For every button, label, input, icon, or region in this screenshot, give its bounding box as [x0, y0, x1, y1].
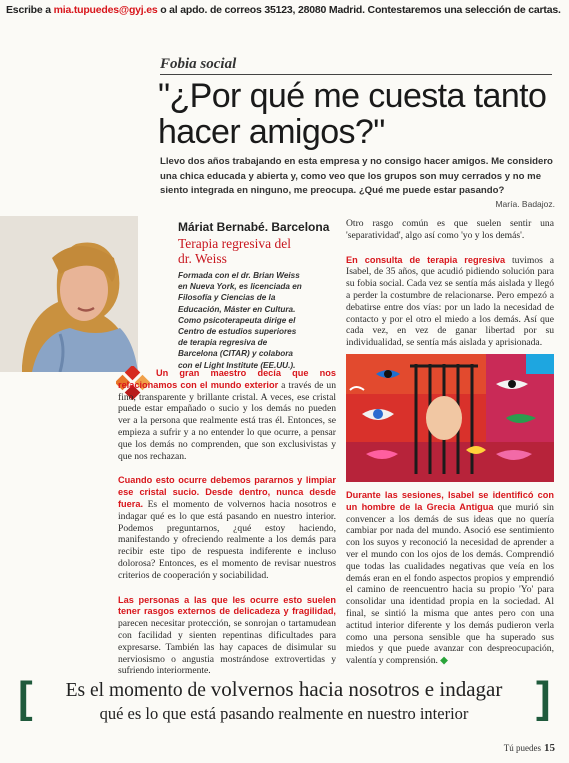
quote-close-bracket-icon: ]: [536, 673, 551, 722]
submission-info: [6, 4, 566, 16]
left-paragraph: [118, 475, 336, 581]
letter-signature: María. Badajoz.: [495, 199, 555, 209]
page-title: "¿Por qué me cuesta tanto hacer amigos?": [158, 77, 547, 151]
right-column-bottom: [346, 490, 554, 680]
author-name: Máriat Bernabé. Barcelona: [178, 220, 330, 234]
paragraph-text: a través de un fino, transparente y brillante cristal. A veces, ese cristal puede estar empañado o sucio y los demás no pueden ver a la persona que realmente está tras él. Entonces, se empieza a sufrir y a no entender lo que ocurre, a pensar que los demás no comprenden, que son exclusivistas y que nos rechazan.: [118, 379, 336, 462]
paragraph-lead: En consulta de terapia regresiva: [346, 254, 506, 265]
paragraph-text: parecen necesitar protección, se sonrojan o tartamudean con facilidad y sienten repentinas dificultades para expresarse. También las hay capaces de disimular su nerviosismo o angustia mostrándose extrovertidas y sufriendo interiormente.: [118, 618, 336, 677]
paragraph-lead: Un gran maestro decía que nos relacionamos con el mundo exterior: [118, 368, 336, 390]
paragraph-text: tuvimos a Isabel, de 35 años, que acudió pidiendo solución para su fobia social. Cada vez se sentía más aislada y llegó a perder la costumbre de relacionarse. Pero empezó a debatirse entre dos vías: por un lado la necesidad de contacto y por el otro el miedo a los demás. Así que cada vez, en vez de ganar libertad por su individualidad, se sentía más aislada y aprisionada.: [346, 254, 554, 349]
author-portrait-photo: [0, 216, 138, 372]
magazine-name: Tú puedes: [503, 743, 541, 753]
left-paragraph: [118, 368, 336, 462]
pull-quote-emphasis: volvernos hacia nosotros e indagar: [210, 677, 503, 701]
author-specialty: Terapia regresiva del dr. Weiss: [178, 236, 291, 266]
right-paragraph: [346, 255, 554, 349]
paragraph-lead: Durante las sesiones, Isabel se identificó con un hombre de la Grecia Antigua: [346, 490, 554, 512]
reader-letter: Llevo dos años trabajando en esta empresa y no consigo hacer amigos. Me considero una chica educada y abierta y, como veo que los grupos son muy cerrados y no me siento integrada en ninguno, me preocupa. ¿Qué me puede estar pasando?: [160, 156, 553, 196]
section-kicker: Fobia social: [160, 56, 237, 72]
submission-email[interactable]: mia.tupuedes@gyj.es: [53, 4, 158, 16]
left-column: [118, 368, 336, 690]
submission-prefix: Escribe a: [6, 4, 54, 16]
right-paragraph: [346, 218, 554, 242]
pull-quote: [24, 677, 544, 725]
paragraph-text: Es el momento de volvernos hacia nosotros e indagar qué es lo que está pasando en nuestro interior. Podemos preguntarnos, ¿qué estoy haciendo, manifestando y ofreciendo realmente a los demás para recibir este tipo de respuesta indiferente e incluso dolorosa? Entonces, es el momento de revisar nuestros criterios de cooperación y sociabilidad.: [118, 498, 336, 581]
header-rule: [160, 74, 552, 75]
submission-note: Contestaremos una selección de cartas.: [364, 4, 561, 16]
quote-open-bracket-icon: [: [18, 673, 33, 722]
end-of-article-icon: ◆: [440, 655, 448, 667]
author-bio: Formada con el dr. Brian Weiss en Nueva York, es licenciada en Filosofía y Ciencias de la Educación, Máster en Cultura. Como psicoterapeuta dirige el Centro de estudios superiores de terapia regresiva de Barcelona (CITAR) y colabora con el Light Institute (EE.UU.).: [178, 271, 302, 370]
left-paragraph: [118, 595, 336, 678]
paragraph-text: que murió sin convencer a los demás de sus ideas que no quería cambiar por nada del mundo. Asoció ese sentimiento con los suyos y reconoció la necesidad de aprender a ver el mundo con los ojos de los demás. Comprendió que todas las cualidades negativas que veía en los demás eran en el fondo aspectos propios y emprendió el camino de reencuentro hacia su propio 'Yo' para consolidar una identidad propia en la sociedad. Al final, se sintió la misma que antes pero con una actitud interior diferente y los demás pudieron verla como una persona sensible que ha superado sus miedos y que puede avanzar con despreocupación, valentía y comprensión.: [346, 501, 554, 667]
pull-quote-line-1: [24, 677, 544, 703]
paragraph-lead: Cuando esto ocurre debemos pararnos y limpiar ese cristal sucio. Desde dentro, nunca desde fuera.: [118, 475, 336, 509]
paragraph-lead: Las personas a las que les ocurre esto suelen tener rasgos externos de delicadeza y fragilidad,: [118, 594, 336, 617]
paragraph-text: Otro rasgo común es que suelen sentir una 'separatividad', algo así como 'yo y los demás'.: [346, 218, 554, 241]
surreal-faces-illustration: [346, 354, 554, 482]
page-footer: [504, 742, 555, 754]
right-paragraph: [346, 490, 554, 667]
page-number: 15: [544, 742, 555, 754]
submission-address: o al apdo. de correos 35123, 28080 Madrid.: [157, 4, 365, 16]
pull-quote-line-2: qué es lo que está pasando realmente en nuestro interior: [99, 704, 469, 723]
pull-quote-lead: Es el momento de: [65, 680, 211, 701]
right-column-top: [346, 218, 554, 362]
